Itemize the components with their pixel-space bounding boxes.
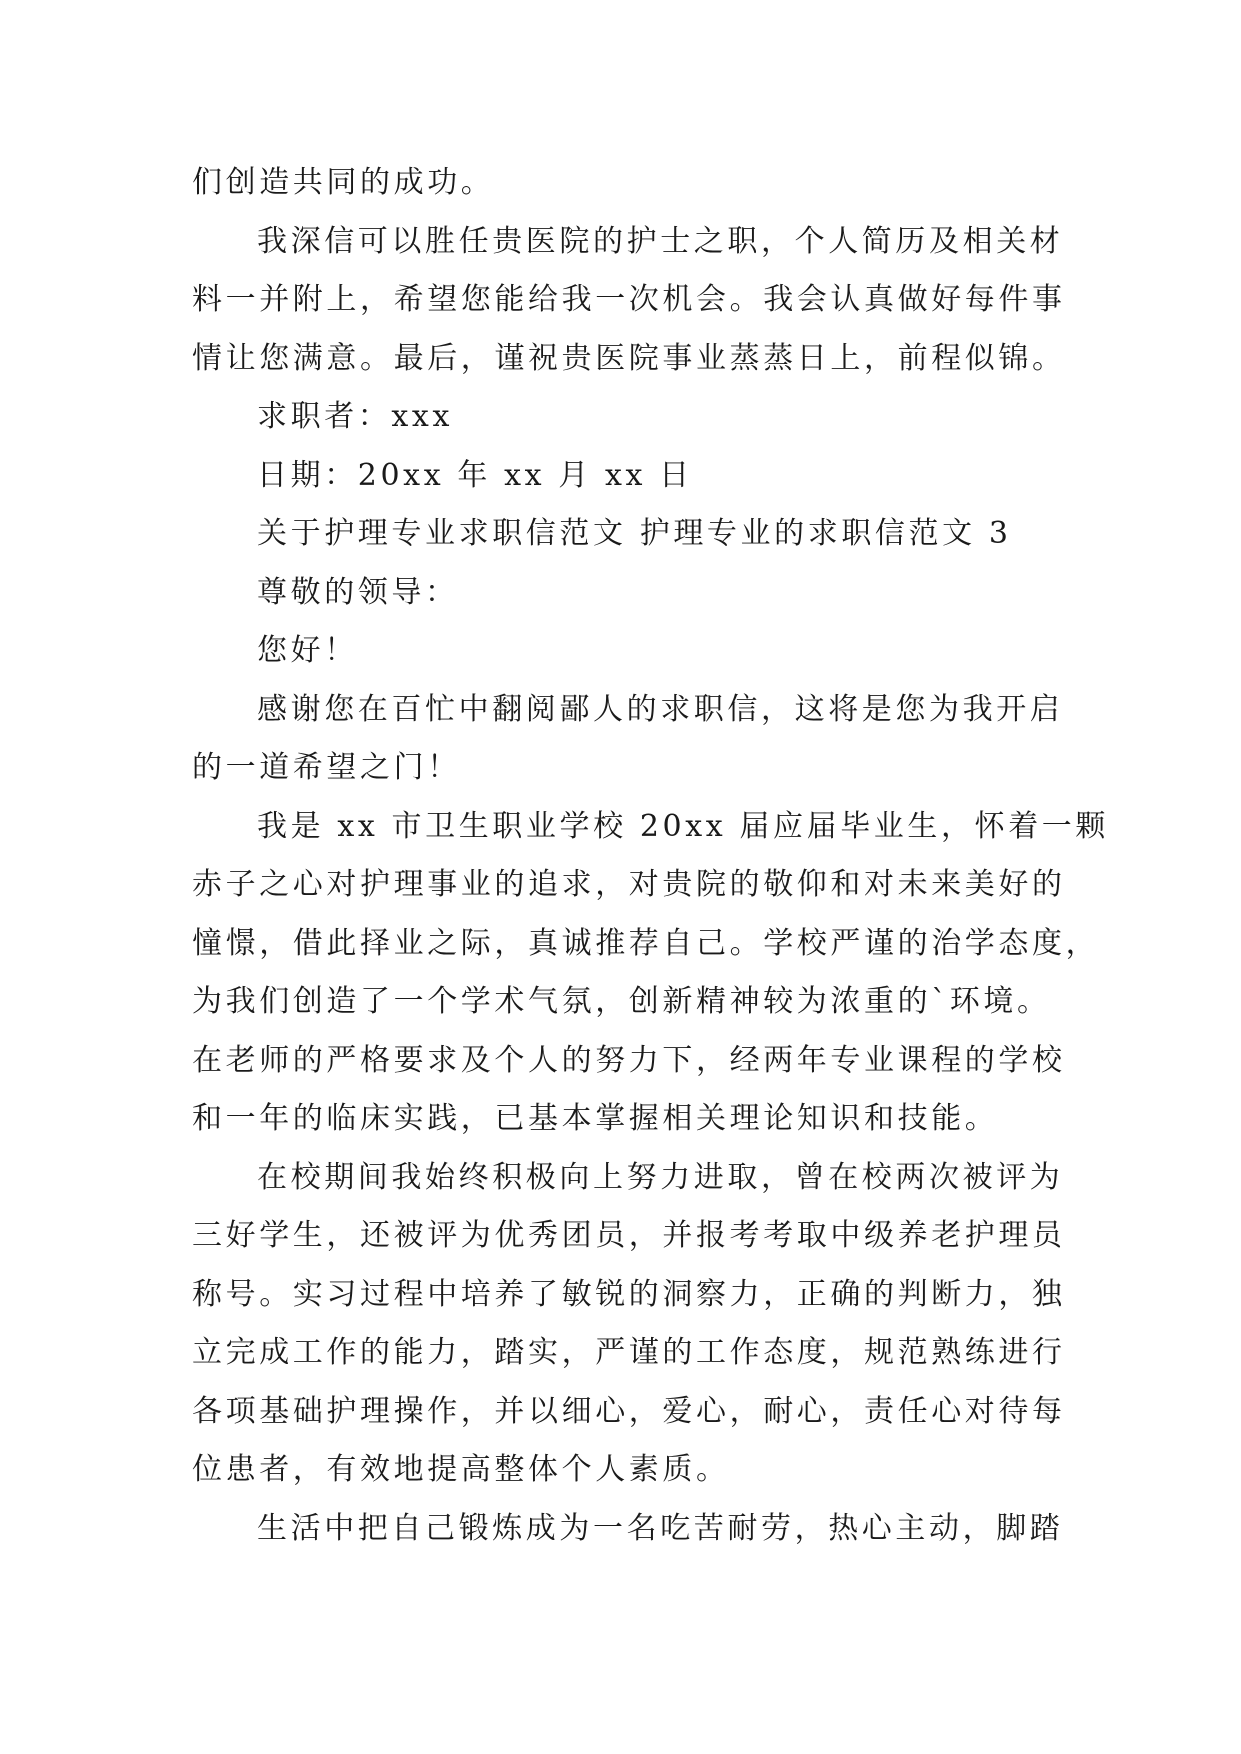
text-line: 生活中把自己锻炼成为一名吃苦耐劳，热心主动，脚踏 bbox=[257, 1510, 1064, 1546]
text-line: 立完成工作的能力，踏实，严谨的工作态度，规范熟练进行 bbox=[192, 1335, 1066, 1370]
text-line: 憧憬，借此择业之际，真诚推荐自己。学校严谨的治学态度， bbox=[192, 925, 1100, 961]
text-line: 各项基础护理操作，并以细心，爱心，耐心，责任心对待每 bbox=[192, 1393, 1066, 1429]
text-line: 在老师的严格要求及个人的努力下，经两年专业课程的学校 bbox=[192, 1042, 1066, 1078]
text-line: 我深信可以胜任贵医院的护士之职，个人简历及相关材 bbox=[257, 223, 1064, 259]
text-line: 位患者，有效地提高整体个人素质。 bbox=[192, 1452, 730, 1487]
text-line: 我是 xx 市卫生职业学校 20xx 届应届毕业生，怀着一颗 bbox=[257, 808, 1109, 844]
text-line: 赤子之心对护理事业的追求，对贵院的敬仰和对未来美好的 bbox=[192, 867, 1066, 902]
text-line: 三好学生，还被评为优秀团员，并报考考取中级养老护理员 bbox=[192, 1218, 1066, 1253]
salutation: 尊敬的领导： bbox=[257, 574, 459, 610]
text-line: 情让您满意。最后，谨祝贵医院事业蒸蒸日上，前程似锦。 bbox=[192, 340, 1066, 376]
text-line: 们创造共同的成功。 bbox=[192, 165, 495, 200]
letter-body bbox=[192, 154, 1109, 1558]
greeting: 您好！ bbox=[257, 633, 358, 668]
text-line: 称号。实习过程中培养了敏锐的洞察力，正确的判断力，独 bbox=[192, 1276, 1066, 1312]
text-line: 为我们创造了一个学术气氛，创新精神较为浓重的`环境。 bbox=[192, 984, 1051, 1019]
letter-date: 日期：20xx 年 xx 月 xx 日 bbox=[257, 457, 693, 493]
text-line: 的一道希望之门！ bbox=[192, 750, 461, 785]
text-line: 料一并附上，希望您能给我一次机会。我会认真做好每件事 bbox=[192, 282, 1066, 317]
text-line: 和一年的临床实践，已基本掌握相关理论知识和技能。 bbox=[192, 1101, 999, 1136]
text-line: 在校期间我始终积极向上努力进取，曾在校两次被评为 bbox=[257, 1159, 1064, 1195]
section-heading: 关于护理专业求职信范文 护理专业的求职信范文 3 bbox=[257, 516, 1012, 551]
applicant-signature: 求职者：xxx bbox=[257, 399, 453, 434]
text-line: 感谢您在百忙中翻阅鄙人的求职信，这将是您为我开启 bbox=[257, 691, 1064, 727]
